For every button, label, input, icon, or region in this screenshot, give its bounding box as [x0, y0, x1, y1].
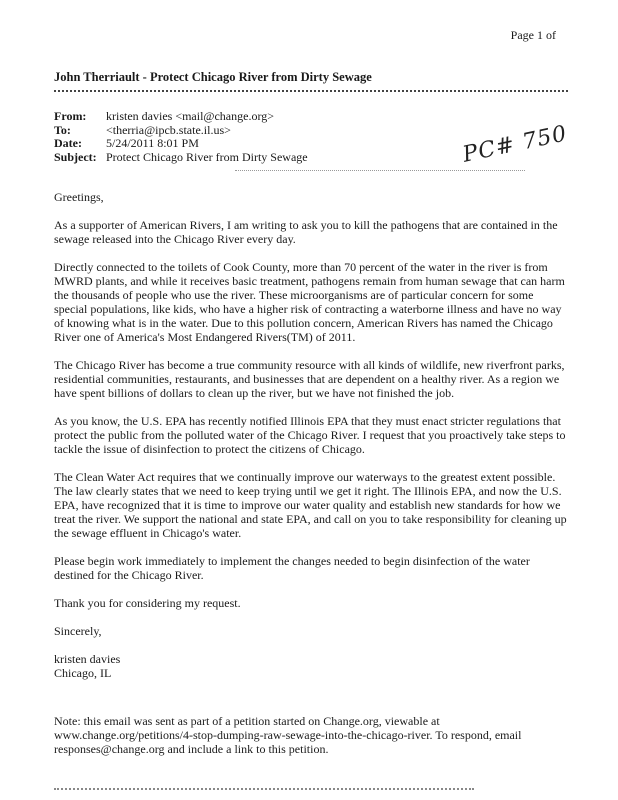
to-row: [54, 124, 308, 138]
subject-value: Protect Chicago River from Dirty Sewage: [106, 149, 308, 164]
paragraph-5: The Clean Water Act requires that we continually improve our waterways to the greatest extent possible. The law clearly states that we need to keep trying until we get it right. The Illinois EPA, and now the U.S. EPA, have recognized that it is time to improve our water quality and establish new standards for how we treat the river. We support the national and state EPA, and call on you to take responsibility for cleaning up the sewage effluent in Chicago's water.: [54, 470, 567, 540]
paragraph-4: As you know, the U.S. EPA has recently notified Illinois EPA that they must enact stricter regulations that protect the public from the polluted water of the Chicago River. I request that you proactively take steps to tackle the issue of disinfection to protect the citizens of Chicago.: [54, 414, 566, 456]
document-title: John Therriault - Protect Chicago River from Dirty Sewage: [54, 70, 372, 84]
signature-block: [54, 652, 568, 680]
footer-divider: [54, 788, 474, 790]
paragraph-2: Directly connected to the toilets of Cook County, more than 70 percent of the water in the river is from MWRD plants, and while it receives basic treatment, pathogens remain from human sewage that can harm the thousands of people who use the river. These microorganisms are of particular concern for some special populations, like kids, who have a higher risk of contracting a waterborne illness and have no way of knowing what is in the water. Due to this pollution concern, American Rivers has named the Chicago River one of America's Most Endangered Rivers(TM) of 2011.: [54, 260, 565, 344]
paragraph-7: Thank you for considering my request.: [54, 596, 241, 610]
date-value: 5/24/2011 8:01 PM: [106, 136, 199, 150]
date-row: [54, 137, 308, 151]
from-value: kristen davies <mail@change.org>: [106, 109, 274, 123]
from-label: From:: [54, 109, 87, 123]
email-headers: [54, 110, 308, 164]
paragraph-6: Please begin work immediately to implement the changes needed to begin disinfection of the water destined for the Chicago River.: [54, 554, 530, 582]
email-body: [54, 190, 568, 770]
date-label: Date:: [54, 136, 82, 150]
to-label: To:: [54, 122, 71, 137]
handwritten-stamp: PC# 750: [460, 121, 570, 168]
signature-name: kristen davies: [54, 652, 121, 666]
paragraph-3: The Chicago River has become a true community resource with all kinds of wildlife, new riverfront parks, residential communities, restaurants, and businesses that are dependent on a healthy river. As a region we have spent billions of dollars to clean up the river, but we have not finished the job.: [54, 358, 565, 400]
subject-label: Subject:: [54, 149, 97, 164]
paragraph-1: As a supporter of American Rivers, I am writing to ask you to kill the pathogens that are contained in the sewage released into the Chicago River every day.: [54, 218, 558, 246]
from-row: [54, 110, 308, 124]
petition-note: Note: this email was sent as part of a petition started on Change.org, viewable at www.change.org/petitions/4-stop-dumping-raw-sewage-into-the-chicago-river. To respond, email responses@change.org and include a link to this petition.: [54, 714, 522, 756]
closing: Sincerely,: [54, 624, 102, 638]
header-underline: [235, 170, 525, 171]
title-divider: [54, 90, 568, 92]
to-value: <therria@ipcb.state.il.us>: [106, 122, 231, 137]
page-number: Page 1 of: [510, 28, 556, 42]
signature-city: Chicago, IL: [54, 666, 112, 680]
greeting: Greetings,: [54, 190, 104, 204]
subject-row: [54, 151, 308, 165]
